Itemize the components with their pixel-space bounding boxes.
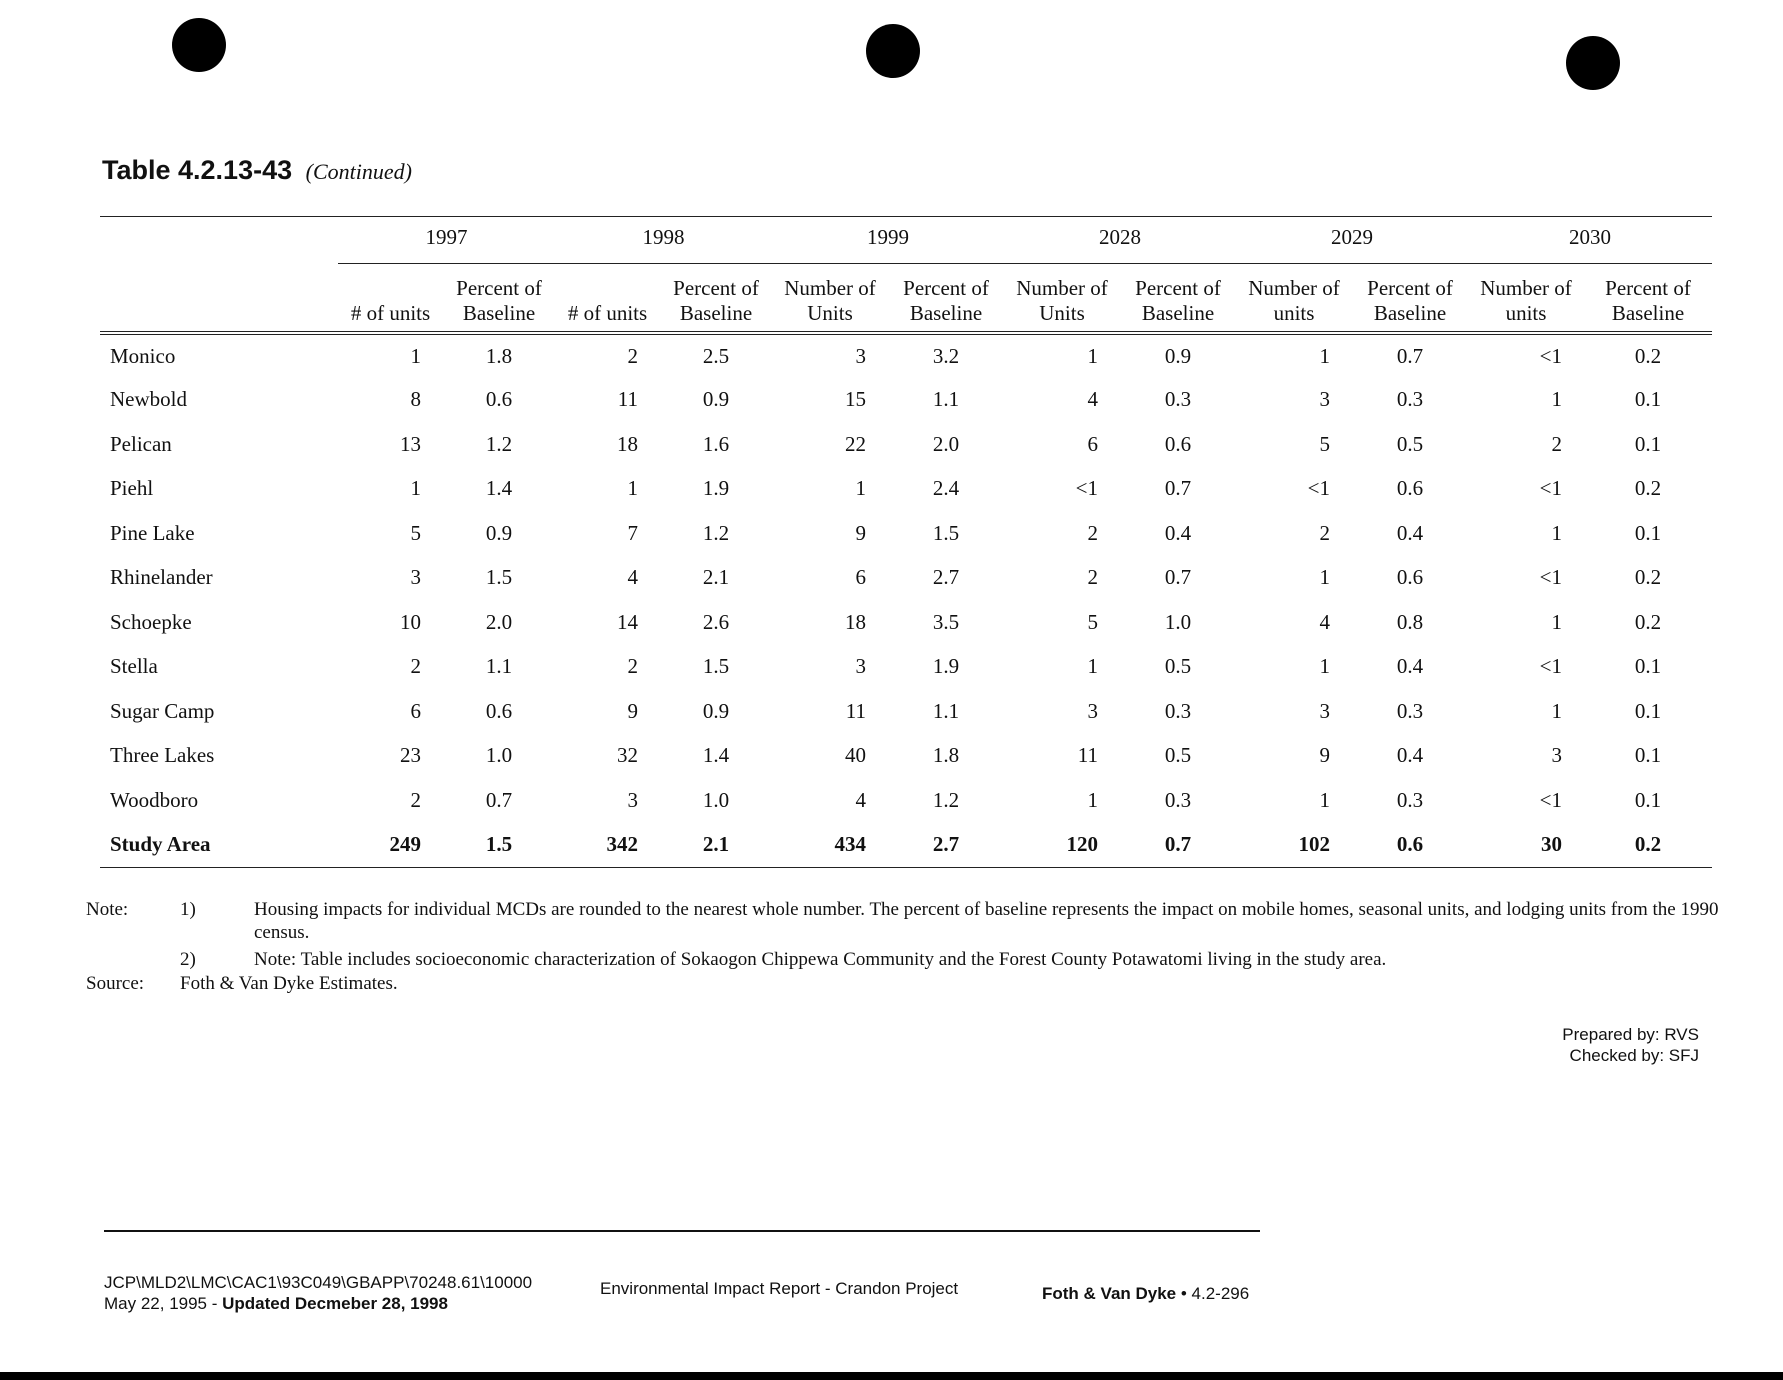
- percent-cell: 2.6: [702, 609, 730, 634]
- percent-cell: 1.1: [932, 698, 960, 723]
- percent-cell: 1.2: [485, 431, 513, 456]
- percent-cell: 0.9: [485, 520, 513, 545]
- place-name-cell: Sugar Camp: [110, 698, 215, 723]
- table-row: [100, 734, 1712, 779]
- percent-cell: 1.9: [932, 654, 960, 679]
- units-cell: 1: [1319, 343, 1330, 368]
- place-name-cell: Rhinelander: [110, 565, 213, 590]
- percent-cell: 0.3: [1396, 698, 1424, 723]
- year-header: 1997: [338, 217, 555, 264]
- units-cell: 2: [1319, 520, 1330, 545]
- units-cell: 14: [617, 609, 638, 634]
- year-header: 1999: [772, 217, 1004, 264]
- percent-cell: 0.7: [1164, 476, 1192, 501]
- units-cell: 1: [410, 343, 421, 368]
- percent-cell: 0.7: [1396, 343, 1424, 368]
- percent-cell: 1.0: [702, 787, 730, 812]
- footer-page-number: • 4.2-296: [1176, 1284, 1250, 1303]
- percent-cell: 0.3: [1396, 787, 1424, 812]
- place-column-header: [100, 264, 338, 334]
- year-header: 2030: [1468, 217, 1712, 264]
- percent-cell: 1.9: [702, 476, 730, 501]
- percent-cell: 1.5: [932, 520, 960, 545]
- percent-cell: 0.2: [1634, 609, 1662, 634]
- units-cell: 1: [410, 476, 421, 501]
- percent-cell: 2.1: [660, 823, 772, 868]
- percent-cell: 1.4: [485, 476, 513, 501]
- scan-edge-bar: [0, 1372, 1783, 1380]
- place-name-cell: Piehl: [110, 476, 154, 501]
- percent-cell: 2.0: [932, 431, 960, 456]
- column-header: Percent of Baseline: [1120, 264, 1236, 334]
- note-text: Housing impacts for individual MCDs are rounded to the nearest whole number. The percent of baseline represents the impact on mobile homes, seasonal units, and lodging units from the 1990 census.: [254, 899, 1719, 944]
- percent-cell: 1.2: [702, 520, 730, 545]
- column-header: Percent of Baseline: [443, 264, 555, 334]
- units-cell: 2: [410, 654, 421, 679]
- column-header: Number of Units: [1004, 264, 1120, 334]
- units-cell: 40: [845, 743, 866, 768]
- binder-hole-right: [1566, 36, 1620, 90]
- table-row: [100, 422, 1712, 467]
- percent-cell: 1.6: [702, 431, 730, 456]
- units-cell: 4: [1319, 609, 1330, 634]
- percent-cell: 0.5: [1164, 654, 1192, 679]
- units-cell: 6: [855, 565, 866, 590]
- units-cell: 1: [1551, 609, 1562, 634]
- percent-cell: 1.8: [932, 743, 960, 768]
- units-cell: 7: [627, 520, 638, 545]
- percent-cell: 2.7: [888, 823, 1004, 868]
- units-cell: 2: [1087, 565, 1098, 590]
- percent-cell: 0.3: [1396, 387, 1424, 412]
- place-name-cell: Schoepke: [110, 609, 192, 634]
- note-number: 1): [180, 899, 196, 920]
- year-header-row: [100, 217, 1712, 264]
- units-cell: 5: [1319, 431, 1330, 456]
- percent-cell: 0.2: [1584, 823, 1712, 868]
- units-cell: 9: [627, 698, 638, 723]
- units-cell: 1: [1087, 654, 1098, 679]
- units-cell: 2: [1087, 520, 1098, 545]
- binder-hole-middle: [866, 24, 920, 78]
- percent-cell: 0.4: [1396, 654, 1424, 679]
- place-name-cell: Pelican: [110, 431, 172, 456]
- column-header: Percent of Baseline: [1352, 264, 1468, 334]
- percent-cell: 2.0: [485, 609, 513, 634]
- prepared-by: Prepared by: RVS: [1562, 1025, 1699, 1044]
- units-cell: 1: [1319, 787, 1330, 812]
- units-cell: 1: [1551, 698, 1562, 723]
- units-cell: 1: [627, 476, 638, 501]
- column-header-row: [100, 264, 1712, 334]
- percent-cell: 0.5: [1396, 431, 1424, 456]
- checked-by: Checked by: SFJ: [1569, 1046, 1699, 1066]
- percent-cell: 3.2: [932, 343, 960, 368]
- footer-updated-date: Updated Decmeber 28, 1998: [222, 1294, 448, 1314]
- percent-cell: 0.6: [485, 387, 513, 412]
- units-cell: 3: [627, 787, 638, 812]
- column-header: Number of units: [1236, 264, 1352, 334]
- units-cell: 2: [627, 654, 638, 679]
- units-cell: 4: [855, 787, 866, 812]
- percent-cell: 0.1: [1634, 654, 1662, 679]
- percent-cell: 0.3: [1164, 787, 1192, 812]
- footer-file-info: [104, 1272, 532, 1315]
- percent-cell: 0.1: [1634, 743, 1662, 768]
- units-cell: <1: [1539, 565, 1562, 590]
- units-cell: 3: [1319, 387, 1330, 412]
- units-cell: 249: [338, 823, 443, 868]
- corner-cell: [100, 217, 338, 264]
- units-cell: 8: [410, 387, 421, 412]
- percent-cell: 1.4: [702, 743, 730, 768]
- units-cell: 1: [1551, 387, 1562, 412]
- percent-cell: 0.7: [1120, 823, 1236, 868]
- units-cell: 13: [400, 431, 421, 456]
- units-cell: 2: [410, 787, 421, 812]
- percent-cell: 0.6: [1164, 431, 1192, 456]
- table-row: [100, 689, 1712, 734]
- units-cell: 2: [1551, 431, 1562, 456]
- percent-cell: 1.0: [485, 743, 513, 768]
- percent-cell: 0.4: [1164, 520, 1192, 545]
- column-header: Percent of Baseline: [660, 264, 772, 334]
- table-row: [100, 333, 1712, 378]
- units-cell: 3: [410, 565, 421, 590]
- units-cell: 1: [1319, 654, 1330, 679]
- footer-file-path: JCP\MLD2\LMC\CAC1\93C049\GBAPP\70248.61\10000: [104, 1273, 533, 1292]
- units-cell: 5: [1087, 609, 1098, 634]
- place-name-cell: Pine Lake: [110, 520, 195, 545]
- units-cell: 1: [1087, 343, 1098, 368]
- footer-date: May 22, 1995 -: [104, 1294, 223, 1314]
- percent-cell: 3.5: [932, 609, 960, 634]
- units-cell: 11: [845, 698, 866, 723]
- note-label: Note:: [86, 899, 129, 920]
- percent-cell: 1.5: [485, 565, 513, 590]
- note-text: Note: Table includes socioeconomic characterization of Sokaogon Chippewa Community and the Forest County Potawatomi living in the study area.: [254, 949, 1387, 971]
- table-row: [100, 645, 1712, 690]
- percent-cell: 0.1: [1634, 698, 1662, 723]
- percent-cell: 0.5: [1164, 743, 1192, 768]
- percent-cell: 1.5: [443, 823, 555, 868]
- table-title-main: Table 4.2.13-43: [102, 155, 293, 185]
- units-cell: 4: [1087, 387, 1098, 412]
- table-title-continued: (Continued): [305, 159, 412, 184]
- percent-cell: 2.1: [702, 565, 730, 590]
- units-cell: 342: [555, 823, 660, 868]
- units-cell: 1: [855, 476, 866, 501]
- units-cell: <1: [1075, 476, 1098, 501]
- units-cell: <1: [1539, 476, 1562, 501]
- column-header: Number of Units: [772, 264, 888, 334]
- percent-cell: 1.5: [702, 654, 730, 679]
- percent-cell: 0.9: [702, 698, 730, 723]
- percent-cell: 0.3: [1164, 387, 1192, 412]
- percent-cell: 0.6: [485, 698, 513, 723]
- units-cell: 1: [1087, 787, 1098, 812]
- percent-cell: 0.7: [1164, 565, 1192, 590]
- year-header: 2028: [1004, 217, 1236, 264]
- table-notes: [86, 898, 1726, 995]
- percent-cell: 0.6: [1352, 823, 1468, 868]
- units-cell: 3: [855, 343, 866, 368]
- place-name-cell: Newbold: [110, 387, 187, 412]
- units-cell: 23: [400, 743, 421, 768]
- note-number: 2): [180, 949, 196, 971]
- units-cell: 1: [1551, 520, 1562, 545]
- percent-cell: 1.2: [932, 787, 960, 812]
- units-cell: 2: [627, 343, 638, 368]
- units-cell: 30: [1468, 823, 1584, 868]
- units-cell: 9: [855, 520, 866, 545]
- units-cell: <1: [1539, 654, 1562, 679]
- units-cell: 22: [845, 431, 866, 456]
- prepared-checked-block: [1562, 1024, 1699, 1067]
- place-name-cell: Monico: [110, 343, 176, 368]
- table-row: [100, 378, 1712, 423]
- units-cell: 6: [410, 698, 421, 723]
- source-label: Source:: [86, 972, 145, 994]
- units-cell: 3: [855, 654, 866, 679]
- percent-cell: 2.4: [932, 476, 960, 501]
- percent-cell: 0.1: [1634, 520, 1662, 545]
- units-cell: 9: [1319, 743, 1330, 768]
- percent-cell: 1.1: [485, 654, 513, 679]
- column-header: # of units: [338, 264, 443, 334]
- percent-cell: 0.2: [1634, 565, 1662, 590]
- column-header: Percent of Baseline: [1584, 264, 1712, 334]
- units-cell: 3: [1551, 743, 1562, 768]
- percent-cell: 0.2: [1634, 476, 1662, 501]
- percent-cell: 2.5: [702, 343, 730, 368]
- units-cell: 10: [400, 609, 421, 634]
- units-cell: 18: [617, 431, 638, 456]
- total-row: [100, 823, 1712, 868]
- units-cell: 32: [617, 743, 638, 768]
- column-header: Number of units: [1468, 264, 1584, 334]
- table-row: [100, 467, 1712, 512]
- table-row: [100, 778, 1712, 823]
- percent-cell: 1.0: [1164, 609, 1192, 634]
- units-cell: 6: [1087, 431, 1098, 456]
- percent-cell: 1.1: [932, 387, 960, 412]
- percent-cell: 0.4: [1396, 520, 1424, 545]
- percent-cell: 0.6: [1396, 565, 1424, 590]
- units-cell: 102: [1236, 823, 1352, 868]
- percent-cell: 0.1: [1634, 387, 1662, 412]
- table-row: [100, 556, 1712, 601]
- source-text: Foth & Van Dyke Estimates.: [180, 972, 398, 994]
- percent-cell: 0.3: [1164, 698, 1192, 723]
- table-title: [102, 155, 412, 186]
- housing-impacts-table: [100, 216, 1712, 892]
- percent-cell: 0.9: [1164, 343, 1192, 368]
- units-cell: 4: [627, 565, 638, 590]
- place-name-cell: Three Lakes: [110, 743, 215, 768]
- units-cell: 3: [1319, 698, 1330, 723]
- column-header: # of units: [555, 264, 660, 334]
- place-name-cell: Study Area: [100, 823, 338, 868]
- percent-cell: 0.6: [1396, 476, 1424, 501]
- units-cell: 11: [1077, 743, 1098, 768]
- year-header: 1998: [555, 217, 772, 264]
- percent-cell: 0.7: [485, 787, 513, 812]
- year-header: 2029: [1236, 217, 1468, 264]
- units-cell: 11: [617, 387, 638, 412]
- units-cell: 3: [1087, 698, 1098, 723]
- footer-rule: [104, 1230, 1260, 1232]
- column-header: Percent of Baseline: [888, 264, 1004, 334]
- footer-page-info: [1042, 1283, 1249, 1304]
- table-row: [100, 511, 1712, 556]
- units-cell: <1: [1539, 787, 1562, 812]
- percent-cell: 0.8: [1396, 609, 1424, 634]
- units-cell: 434: [772, 823, 888, 868]
- place-name-cell: Stella: [110, 654, 158, 679]
- percent-cell: 0.4: [1396, 743, 1424, 768]
- percent-cell: 2.7: [932, 565, 960, 590]
- binder-hole-left: [172, 18, 226, 72]
- percent-cell: 1.8: [485, 343, 513, 368]
- units-cell: <1: [1307, 476, 1330, 501]
- percent-cell: 0.1: [1634, 787, 1662, 812]
- footer-company: Foth & Van Dyke: [1042, 1284, 1177, 1303]
- units-cell: 15: [845, 387, 866, 412]
- units-cell: 1: [1319, 565, 1330, 590]
- percent-cell: 0.2: [1634, 343, 1662, 368]
- units-cell: 5: [410, 520, 421, 545]
- percent-cell: 0.1: [1634, 431, 1662, 456]
- table-row: [100, 600, 1712, 645]
- units-cell: 18: [845, 609, 866, 634]
- percent-cell: 0.9: [702, 387, 730, 412]
- place-name-cell: Woodboro: [110, 787, 199, 812]
- units-cell: 120: [1004, 823, 1120, 868]
- units-cell: <1: [1539, 343, 1562, 368]
- footer-report-name: Environmental Impact Report - Crandon Project: [600, 1279, 959, 1298]
